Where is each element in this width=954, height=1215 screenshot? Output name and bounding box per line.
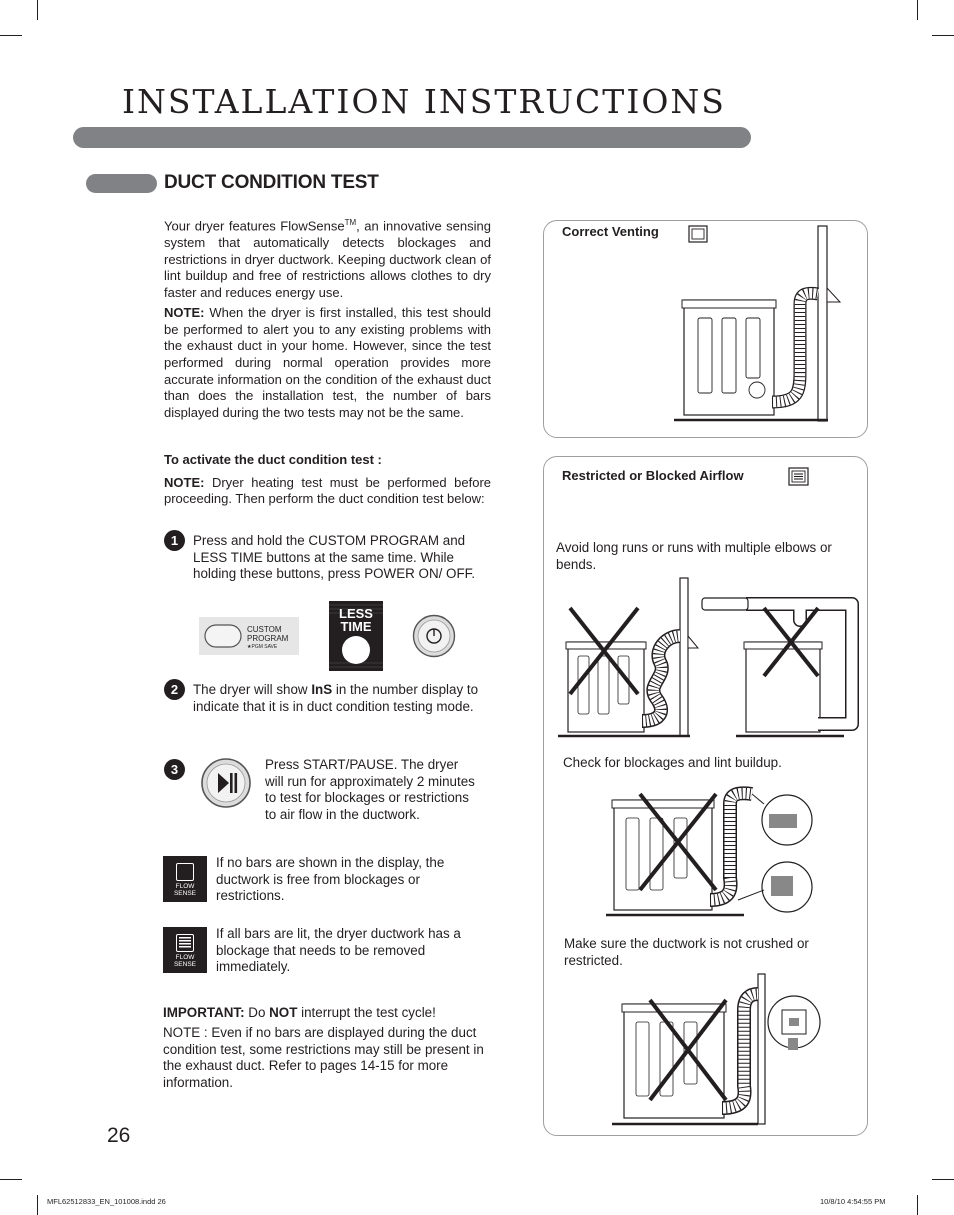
step-2-text-a: The dryer will show <box>193 682 312 697</box>
not-emphasis: NOT <box>269 1005 298 1020</box>
all-bars-text: If all bars are lit, the dryer ductwork has a blockage that needs to be removed immediately. <box>216 926 461 975</box>
less-label: LESS <box>339 606 373 621</box>
check-blockages-text: Check for blockages and lint buildup. <box>563 755 782 770</box>
crop-mark <box>932 35 954 36</box>
custom-label-3: ★PGM SAVE <box>247 644 278 650</box>
custom-program-button-image <box>199 617 299 655</box>
step-3-text: Press START/PAUSE. The dryer will run for approximately 2 minutes to test for blockages or restrictions to air flow in the ductwork. <box>265 757 475 822</box>
no-bars-text: If no bars are shown in the display, the ductwork is free from blockages or restrictions. <box>216 855 445 904</box>
step-number-1: 1 <box>164 530 185 551</box>
avoid-long-runs-text: Avoid long runs or runs with multiple elbows or bends. <box>556 540 832 572</box>
lint-buildup-diagram <box>604 782 818 922</box>
crop-mark <box>932 1179 954 1180</box>
display-bars <box>179 937 191 949</box>
step-number-3: 3 <box>164 759 185 780</box>
step-1-text: Press and hold the CUSTOM PROGRAM and LESS TIME buttons at the same time. While holding these buttons, press POWER ON/ OFF. <box>193 533 476 582</box>
note-label: NOTE: <box>164 305 205 321</box>
intro-text-a: Your dryer features FlowSense <box>164 218 345 234</box>
note-text: Dryer heating test must be performed before proceeding. Then perform the duct condition test below: <box>164 474 491 507</box>
long-runs-diagram <box>556 576 866 741</box>
activate-note <box>164 475 491 508</box>
custom-label-2: PROGRAM <box>247 634 289 643</box>
trademark: TM <box>344 218 357 227</box>
correct-venting-diagram <box>660 222 860 428</box>
flowsense-full-icon <box>163 927 207 973</box>
display-box <box>176 863 194 881</box>
crop-mark <box>917 0 918 20</box>
crop-mark <box>0 1179 22 1180</box>
step-number-2: 2 <box>164 679 185 700</box>
flowsense-label: FLOW SENSE <box>173 883 197 897</box>
ins-code: InS <box>311 682 333 697</box>
intro-paragraph <box>164 215 491 301</box>
activate-block <box>164 452 491 512</box>
crop-mark <box>37 0 38 20</box>
important-text-c: interrupt the test cycle! <box>297 1005 436 1020</box>
important-label: IMPORTANT: <box>163 1005 245 1020</box>
note-text: When the dryer is first installed, this test should be performed to alert you to any existing problems with the exhaust duct in your home. However, since the test performed during normal operation provides more accurate information on the condition of the exhaust duct than does the installation test, the number of bars displayed during the two tests may not be the same. <box>164 305 491 420</box>
flowsense-label: FLOW SENSE <box>173 954 197 968</box>
section-heading: DUCT CONDITION TEST <box>164 172 379 193</box>
footer-file-name: MFL62512833_EN_101008.indd 26 <box>47 1197 166 1206</box>
custom-label-1: CUSTOM <box>247 625 282 634</box>
section-pill <box>86 174 157 193</box>
page-title: INSTALLATION INSTRUCTIONS <box>122 82 726 121</box>
step-2-text-c: in the number display to indicate that it is in duct condition testing mode. <box>193 682 479 714</box>
crop-mark <box>0 35 22 36</box>
flowsense-empty-icon <box>163 856 207 902</box>
correct-venting-title: Correct Venting <box>562 224 659 239</box>
important-line <box>163 1005 493 1022</box>
blocked-indicator <box>788 467 810 487</box>
start-pause-button-image <box>200 757 252 809</box>
time-label: TIME <box>340 619 372 634</box>
important-note: NOTE : Even if no bars are displayed during the duct condition test, some restrictions may still be present in the exhaust duct. Refer to pages 14-15 for more information. <box>163 1025 484 1090</box>
title-bar <box>73 127 751 148</box>
crop-mark <box>37 1195 38 1215</box>
intro-text-b: , an innovative sensing system that automatically detects blockages and restrictions in dryer ductwork. Keeping ductwork clean of lint buildup and free of restrictions allows clothes to dry faster and reduces energy use. <box>164 218 491 300</box>
step-2-text <box>193 682 493 715</box>
less-time-button-image <box>329 601 383 671</box>
page-number: 26 <box>107 1124 131 1147</box>
important-text-a: Do <box>244 1005 270 1020</box>
crushed-duct-diagram <box>608 970 822 1130</box>
power-button-image <box>412 614 456 658</box>
crop-mark <box>917 1195 918 1215</box>
intro-note <box>164 305 491 421</box>
activate-heading: To activate the duct condition test : <box>164 452 382 467</box>
intro-text <box>164 215 491 425</box>
crushed-duct-text: Make sure the ductwork is not crushed or restricted. <box>564 936 809 968</box>
restricted-airflow-title: Restricted or Blocked Airflow <box>562 468 744 483</box>
footer-timestamp: 10/8/10 4:54:55 PM <box>820 1197 886 1206</box>
note-label: NOTE: <box>164 474 205 490</box>
